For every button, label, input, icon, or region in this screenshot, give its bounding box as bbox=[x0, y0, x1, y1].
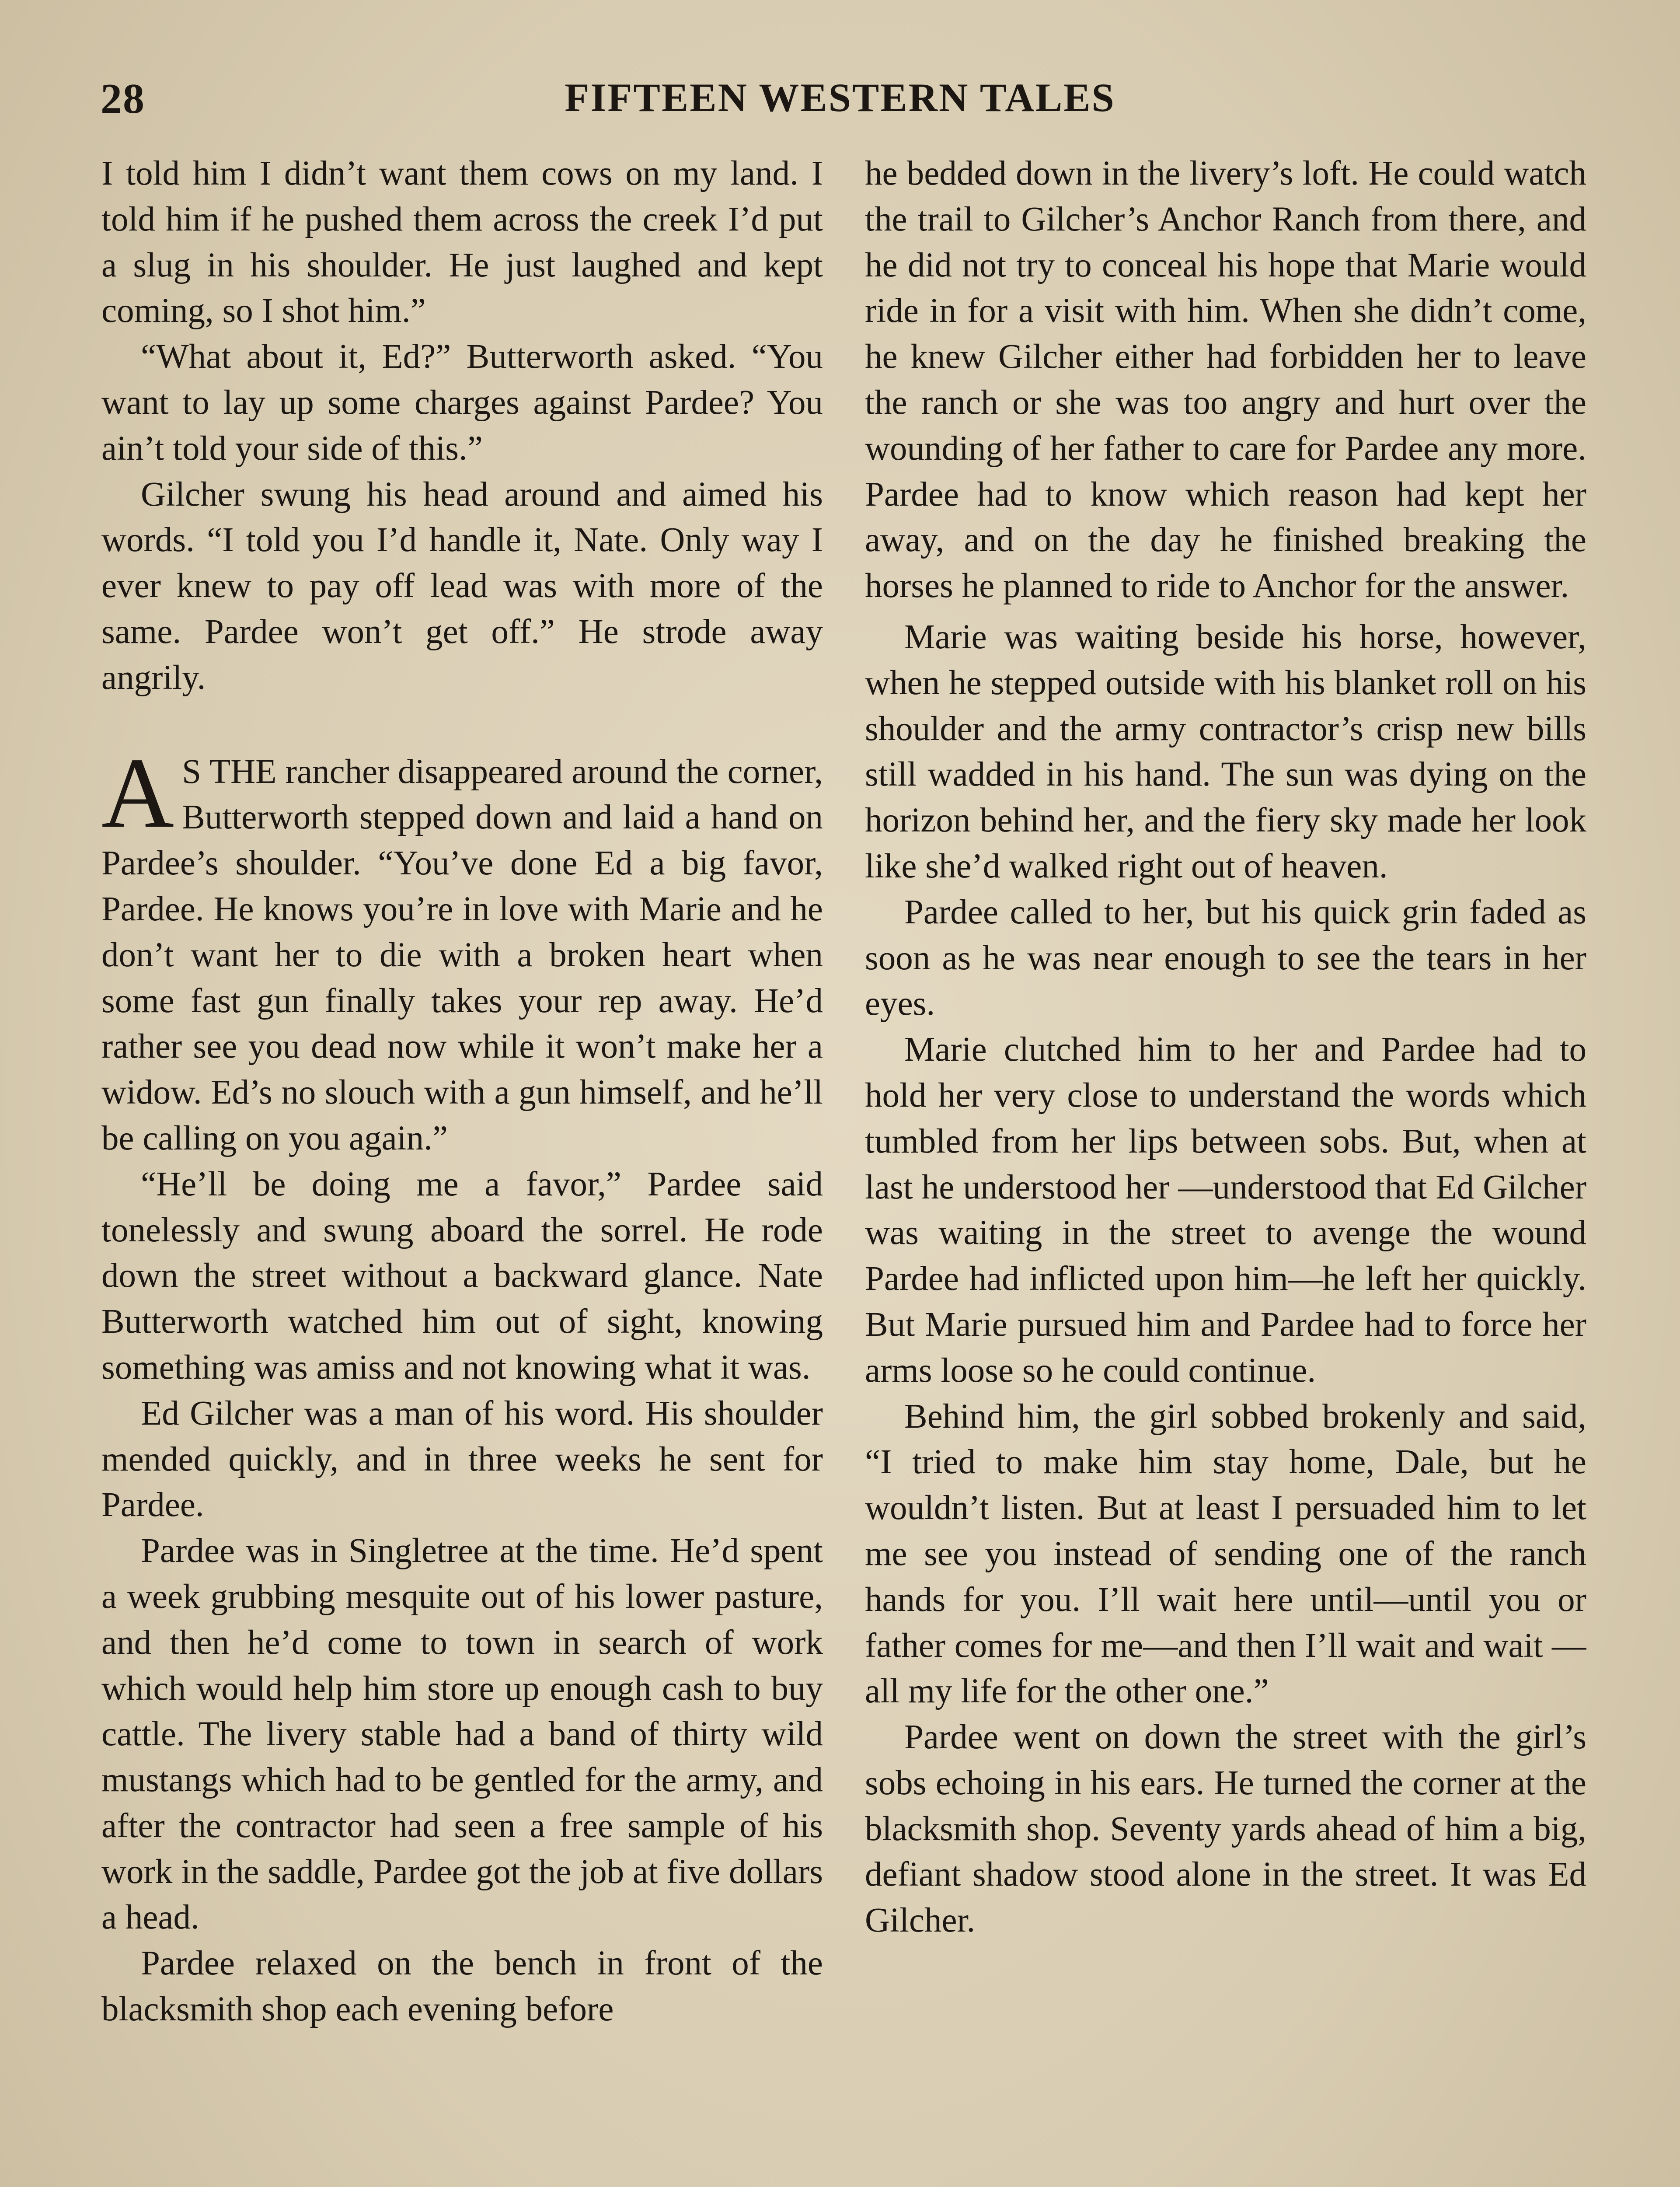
left-column bbox=[101, 151, 823, 2187]
paragraph: Marie clutched him to her and Pardee had to hold her very close to understand the words which tumbled from her lips between sobs. But, when at last he understood her —understood that Ed Gilcher was waiting in the street to avenge the wound Pardee had inflicted upon him—he left her quickly. But Marie pursued him and Pardee had to force her arms loose so he could continue. bbox=[865, 1031, 1586, 1390]
paragraph: I told him I didn’t want them cows on my land. I told him if he pushed them across the creek I’d put a slug in his shoulder. He just laughed and kept coming, so I shot him.” bbox=[101, 154, 823, 330]
section-opening-paragraph bbox=[101, 737, 823, 1162]
paragraph-text: S THE rancher disappeared around the corner, Butterworth stepped down and laid a hand on Pardee’s shoulder. “You’ve done Ed a big favor, Pardee. He knows you’re in love with Marie and he don’t want her to die with a broken heart when some fast gun finally takes your rep away. He’d rather see you dead now while it won’t make her a widow. Ed’s no slouch with a gun himself, and he’ll be calling on you again.” bbox=[101, 752, 823, 1157]
paragraph: Pardee called to her, but his quick grin faded as soon as he was near enough to see the tears in her eyes. bbox=[865, 893, 1586, 1023]
page-header bbox=[101, 74, 1579, 136]
paragraph: “He’ll be doing me a favor,” Pardee said tonelessly and swung aboard the sorrel. He rode down the street without a backward glance. Nate Butterworth watched him out of sight, knowing something was amiss and not knowing what it was. bbox=[101, 1165, 823, 1387]
paragraph: Behind him, the girl sobbed brokenly and said, “I tried to make him stay home, Dale, but he wouldn’t listen. But at least I persuaded him to let me see you instead of sending one of the ranch hands for you. I’ll wait here until—until you or father comes for me—and then I’ll wait and wait —all my life for the other one.” bbox=[865, 1397, 1586, 1711]
paragraph: “What about it, Ed?” Butterworth asked. “You want to lay up some charges against Pardee? You ain’t told your side of this.” bbox=[101, 338, 823, 468]
running-title: FIFTEEN WESTERN TALES bbox=[565, 75, 1115, 120]
paragraph: Pardee went on down the street with the girl’s sobs echoing in his ears. He turned the corner at the blacksmith shop. Seventy yards ahead of him a big, defiant shadow stood alone in the street. It was Ed Gilcher. bbox=[865, 1718, 1586, 1940]
paragraph: Ed Gilcher was a man of his word. His shoulder mended quickly, and in three weeks he sent for Pardee. bbox=[101, 1394, 823, 1524]
paragraph: he bedded down in the livery’s loft. He could watch the trail to Gilcher’s Anchor Ranch from there, and he did not try to conceal his hope that Marie would ride in for a visit with him. When she didn’t come, he knew Gilcher either had forbidden her to leave the ranch or she was too angry and hurt over the wounding of her father to care for Pardee any more. Pardee had to know which reason had kept her away, and on the day he finished breaking the horses he planned to ride to Anchor for the answer. bbox=[865, 154, 1586, 605]
drop-cap: A bbox=[101, 737, 174, 849]
paragraph: Marie was waiting beside his horse, however, when he stepped outside with his blanket roll on his shoulder and the army contractor’s crisp new bills still wadded in his hand. The sun was dying on the horizon behind her, and the fiery sky made her look like she’d walked right out of heaven. bbox=[865, 618, 1586, 885]
paragraph: Gilcher swung his head around and aimed his words. “I told you I’d handle it, Nate. Only way I ever knew to pay off lead was with more of the same. Pardee won’t get off.” He strode away angrily. bbox=[101, 475, 823, 697]
text-columns bbox=[101, 151, 1586, 2187]
paragraph: Pardee was in Singletree at the time. He’d spent a week grubbing mesquite out of his lower pasture, and then he’d come to town in search of work which would help him store up enough cash to buy cattle. The livery stable had a band of thirty wild mustangs which had to be gentled for the army, and after the contractor had seen a free sample of his work in the saddle, Pardee got the job at five dollars a head. bbox=[101, 1532, 823, 1937]
right-column bbox=[865, 151, 1586, 2187]
paragraph: Pardee relaxed on the bench in front of the blacksmith shop each evening before bbox=[101, 1944, 823, 2029]
page-number: 28 bbox=[101, 75, 145, 122]
